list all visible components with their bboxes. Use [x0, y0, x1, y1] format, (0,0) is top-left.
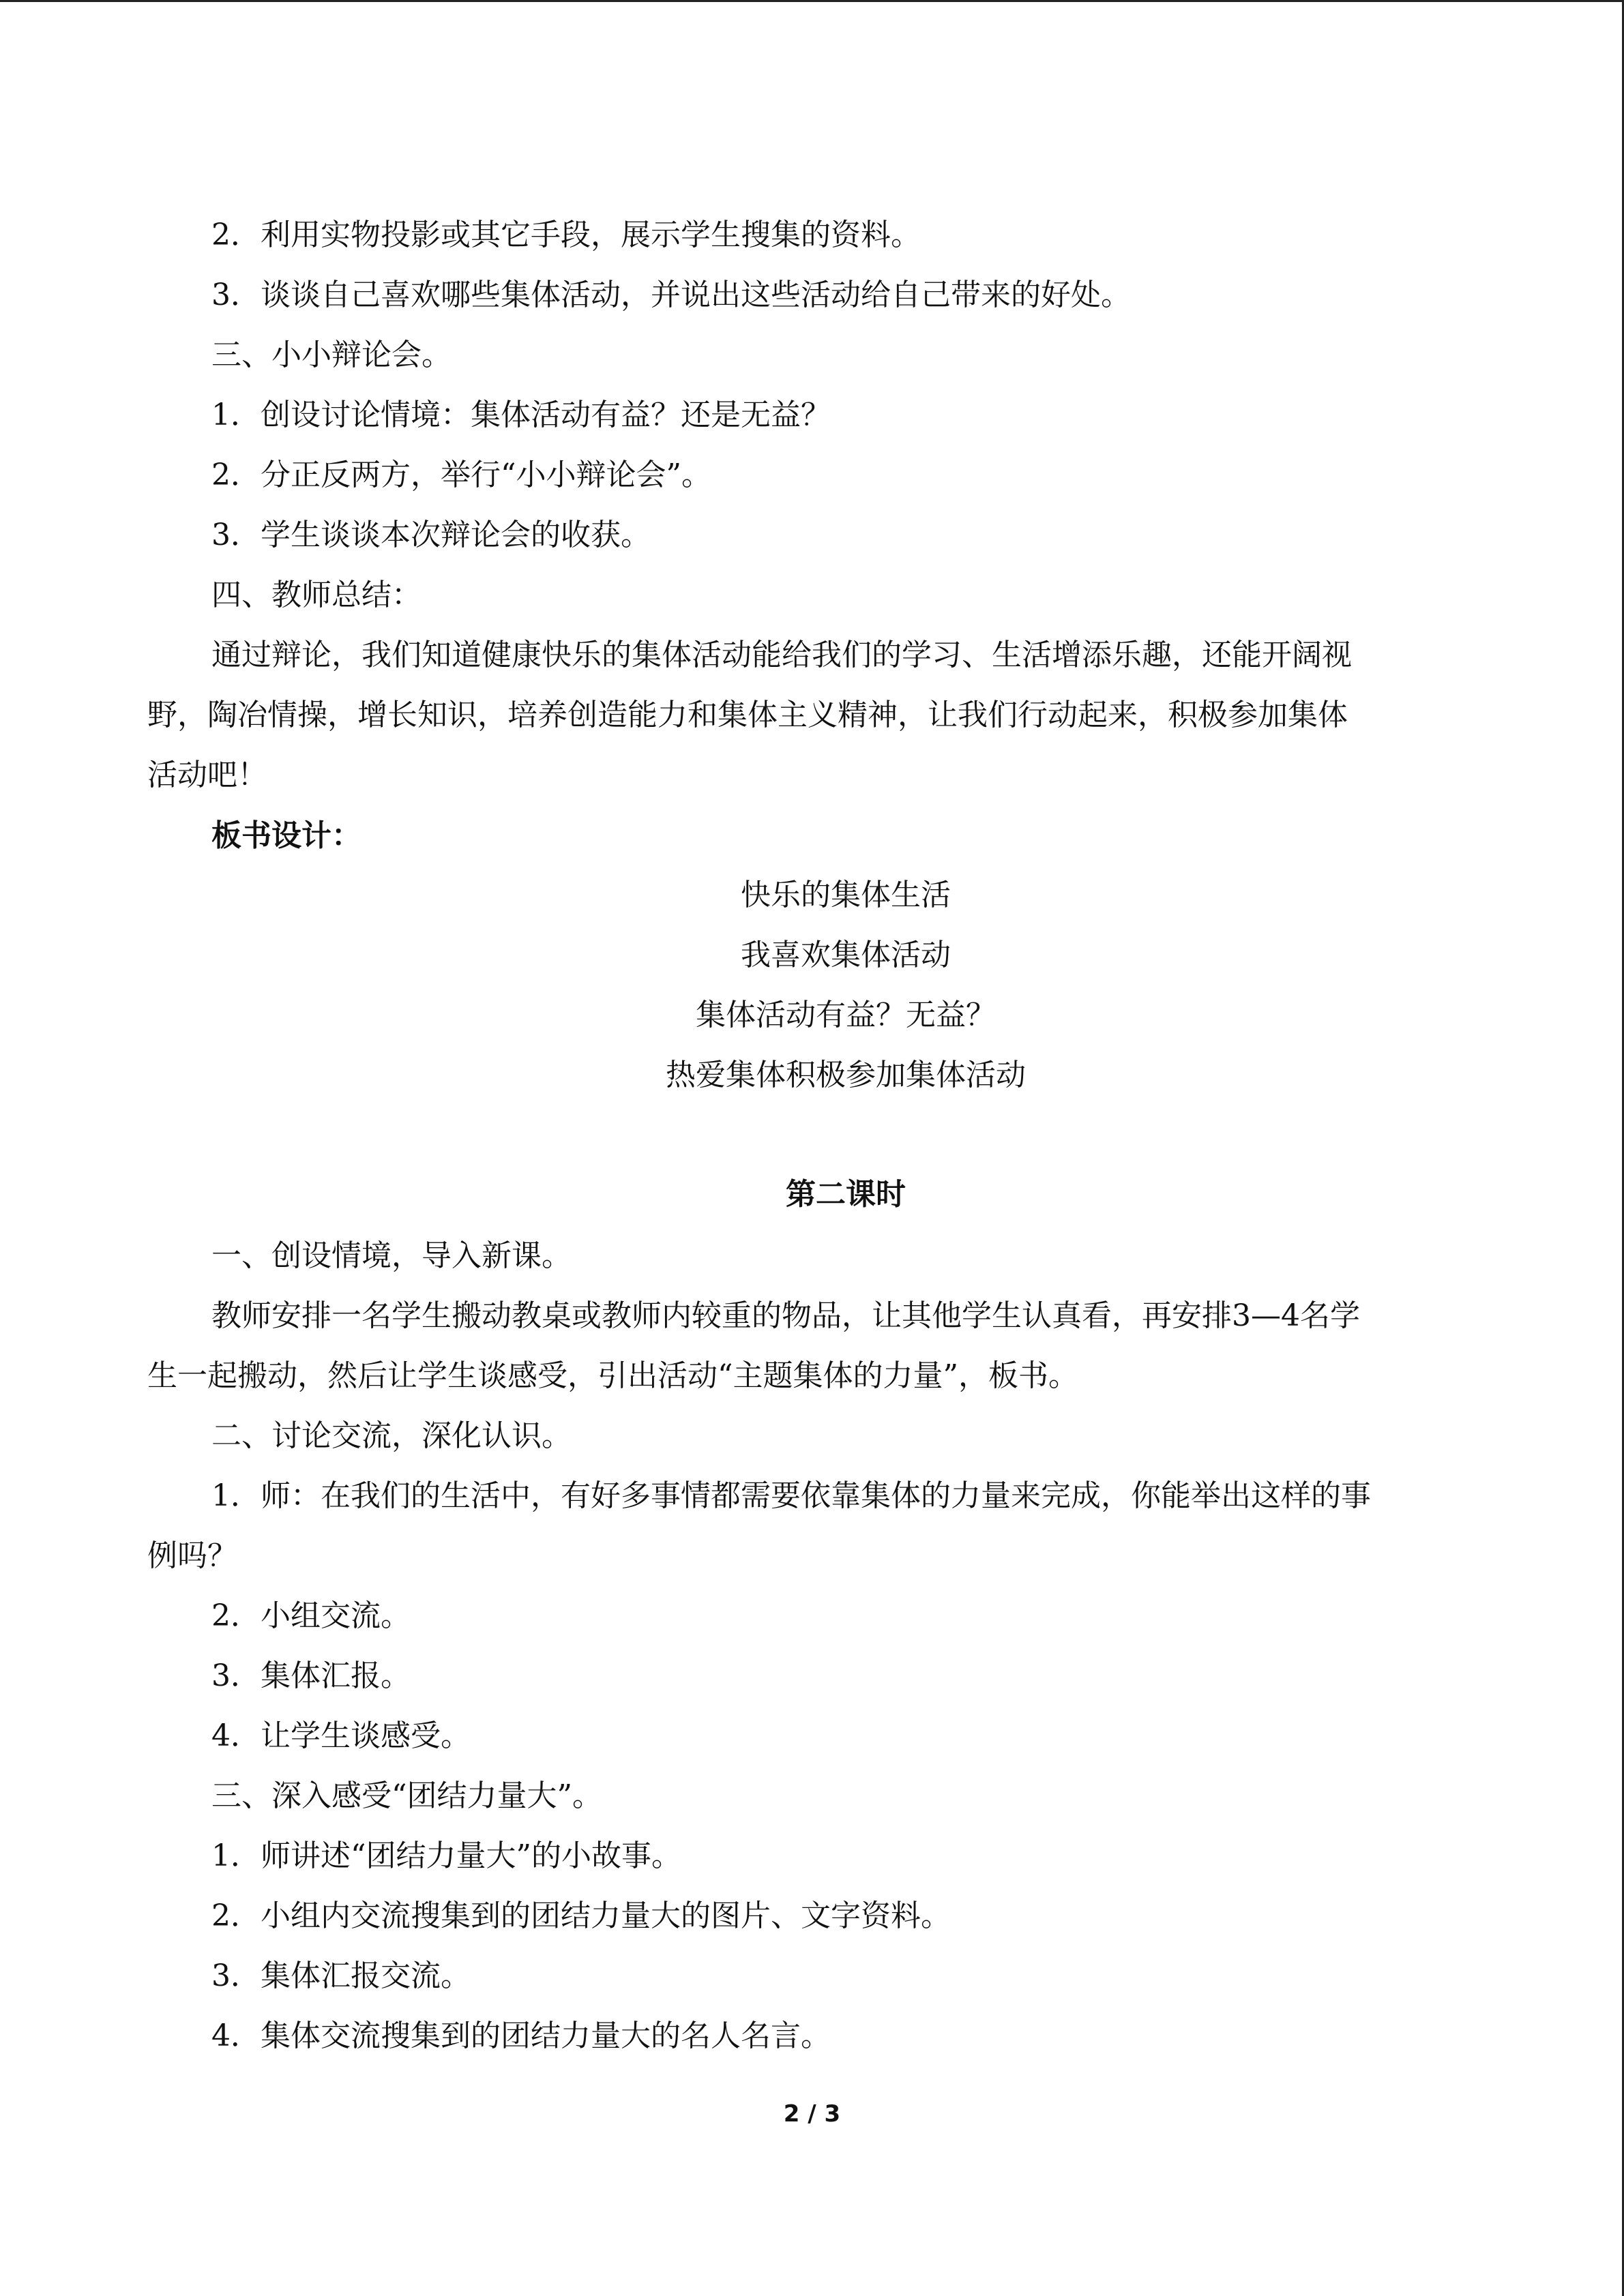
paragraph-line: 教师安排一名学生搬动教桌或教师内较重的物品，让其他学生认真看，再安排3—4名学: [211, 1298, 1360, 1333]
page-number: 2 / 3: [783, 2100, 841, 2128]
summary-line: 野，陶冶情操，增长知识，培养创造能力和集体主义精神，让我们行动起来，积极参加集体: [147, 698, 1348, 732]
section-heading: 二、讨论交流，深化认识。: [211, 1418, 572, 1453]
paragraph-line: 3．学生谈谈本次辩论会的收获。: [211, 518, 651, 552]
section-heading: 三、小小辩论会。: [211, 338, 452, 372]
board-line: 我喜欢集体活动: [741, 938, 951, 972]
paragraph-line: 3．集体汇报。: [211, 1658, 411, 1693]
summary-line: 通过辩论，我们知道健康快乐的集体活动能给我们的学习、生活增添乐趣，还能开阔视: [211, 638, 1352, 672]
paragraph-line: 1．创设讨论情境：集体活动有益？还是无益？: [211, 398, 831, 432]
paragraph-line: 3．集体汇报交流。: [211, 1958, 471, 1993]
board-design-heading: 板书设计：: [211, 818, 361, 853]
lesson2-title: 第二课时: [786, 1177, 906, 1212]
paragraph-line: 例吗？: [147, 1538, 237, 1573]
board-line: 热爱集体积极参加集体活动: [666, 1058, 1026, 1092]
paragraph-line: 1．师讲述“团结力量大”的小故事。: [211, 1838, 681, 1873]
section-heading: 四、教师总结：: [211, 578, 422, 612]
paragraph-line: 生一起搬动，然后让学生谈感受，引出活动“主题集体的力量”，板书。: [147, 1358, 1078, 1393]
paragraph-line: 4．集体交流搜集到的团结力量大的名人名言。: [211, 2018, 831, 2053]
paragraph-line: 4．让学生谈感受。: [211, 1718, 471, 1753]
section-heading: 三、深入感受“团结力量大”。: [211, 1778, 602, 1813]
section-heading: 一、创设情境，导入新课。: [211, 1238, 572, 1273]
paragraph-line: 2．小组内交流搜集到的团结力量大的图片、文字资料。: [211, 1898, 951, 1933]
paragraph-line: 2．利用实物投影或其它手段，展示学生搜集的资料。: [211, 218, 921, 252]
board-line: 快乐的集体生活: [741, 878, 951, 912]
summary-line: 活动吧！: [147, 758, 267, 792]
paragraph-line: 3．谈谈自己喜欢哪些集体活动，并说出这些活动给自己带来的好处。: [211, 278, 1131, 312]
top-border: [0, 0, 1624, 2]
paragraph-line: 1．师：在我们的生活中，有好多事情都需要依靠集体的力量来完成，你能举出这样的事: [211, 1478, 1371, 1513]
paragraph-line: 2．小组交流。: [211, 1598, 411, 1633]
paragraph-line: 2．分正反两方，举行“小小辩论会”。: [211, 458, 711, 492]
board-line: 集体活动有益？无益？: [696, 998, 996, 1032]
